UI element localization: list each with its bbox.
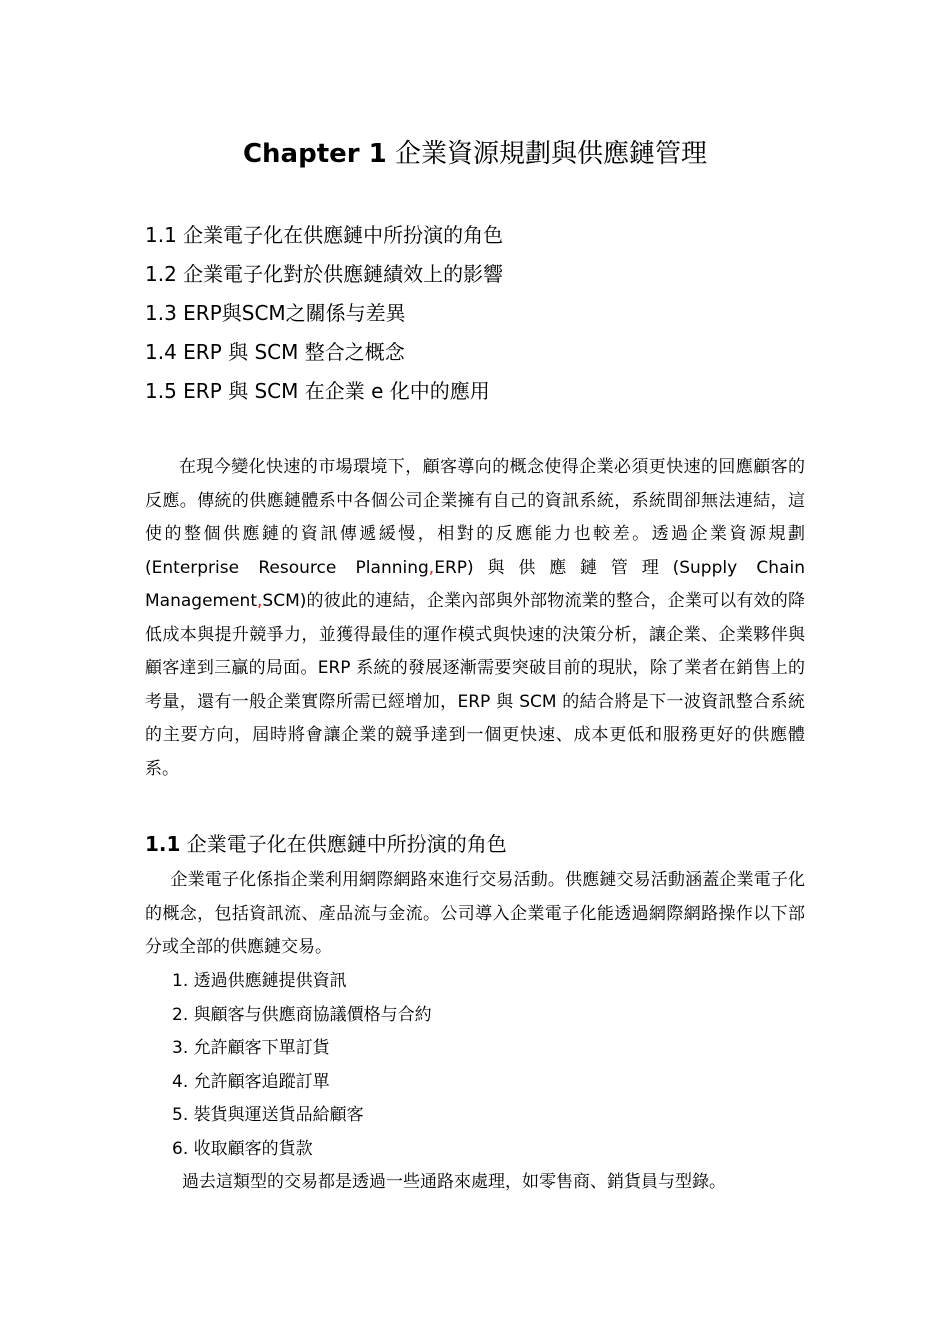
chapter-title-text: 企業資源規劃與供應鏈管理 (395, 139, 708, 169)
chapter-label: Chapter 1 (242, 139, 387, 169)
chapter-title (0, 136, 950, 172)
closing-paragraph: 過去這類型的交易都是透過一些通路來處理，如零售商、銷貨員与型錄。 (182, 1172, 726, 1192)
intro-red-comma-2: , (257, 591, 263, 611)
transaction-list (172, 965, 792, 1166)
intro-text-part-3: SCM)的彼此的連結，企業內部與外部物流業的整合，企業可以有效的降低成本與提升競爭力，並獲得最佳的運作模式與快速的決策分析，讓企業、企業夥伴與顧客達到三贏的局面。ERP 系統的發展逐漸需要突破目前的現狀，除了業者在銷售上的考量，還有一般企業實際所需已經增加，ERP 與 SCM 的結合將是下一波資訊整合系統的主要方向，屆時將會讓企業的競爭達到一個更快速、成本更低和服務更好的供應體系。 (145, 591, 805, 779)
list-item: 6. 收取顧客的貨款 (172, 1138, 313, 1159)
toc-item-1-1: 1.1 企業電子化在供應鏈中所扮演的角色 (145, 223, 504, 247)
list-item: 3. 允許顧客下單訂貨 (172, 1038, 330, 1058)
intro-text-part-2: ERP)與供應鏈管理(Supply Chain Management (145, 557, 805, 611)
list-item: 5. 裝貨與運送貨品給顧客 (172, 1105, 364, 1125)
list-item: 1. 透過供應鏈提供資訊 (172, 971, 347, 991)
section-body-paragraph: 企業電子化係指企業利用網際網路來進行交易活動。供應鏈交易活動涵蓋企業電子化的概念，包括資訊流、產品流与金流。公司導入企業電子化能透過網際網路操作以下部分或全部的供應鏈交易。 (145, 870, 805, 957)
intro-paragraph (145, 451, 805, 786)
table-of-contents (145, 216, 825, 411)
section-heading-1-1 (145, 826, 825, 862)
intro-text-part-1: 在現今變化快速的市場環境下，顧客導向的概念使得企業必須更快速的回應顧客的反應。傳統的供應鏈體系中各個公司企業擁有自己的資訊系統，系統間卻無法連結，這使的整個供應鏈的資訊傳遞緩慢，相對的反應能力也較差。透過企業資源規劃(Enterprise Resource Planning (145, 457, 805, 578)
toc-item-1-5: 1.5 ERP 與 SCM 在企業 e 化中的應用 (145, 379, 490, 403)
intro-red-comma-1: , (428, 557, 435, 578)
list-item: 4. 允許顧客追蹤訂單 (172, 1071, 330, 1092)
section-number: 1.1 (145, 832, 181, 856)
toc-item-1-3: 1.3 ERP與SCM之關係与差異 (145, 301, 406, 325)
section-title: 企業電子化在供應鏈中所扮演的角色 (186, 832, 507, 856)
list-item: 2. 與顧客与供應商協議價格与合約 (172, 1004, 432, 1025)
toc-item-1-4: 1.4 ERP 與 SCM 整合之概念 (145, 340, 405, 364)
toc-item-1-2: 1.2 企業電子化對於供應鏈績效上的影響 (145, 262, 504, 286)
